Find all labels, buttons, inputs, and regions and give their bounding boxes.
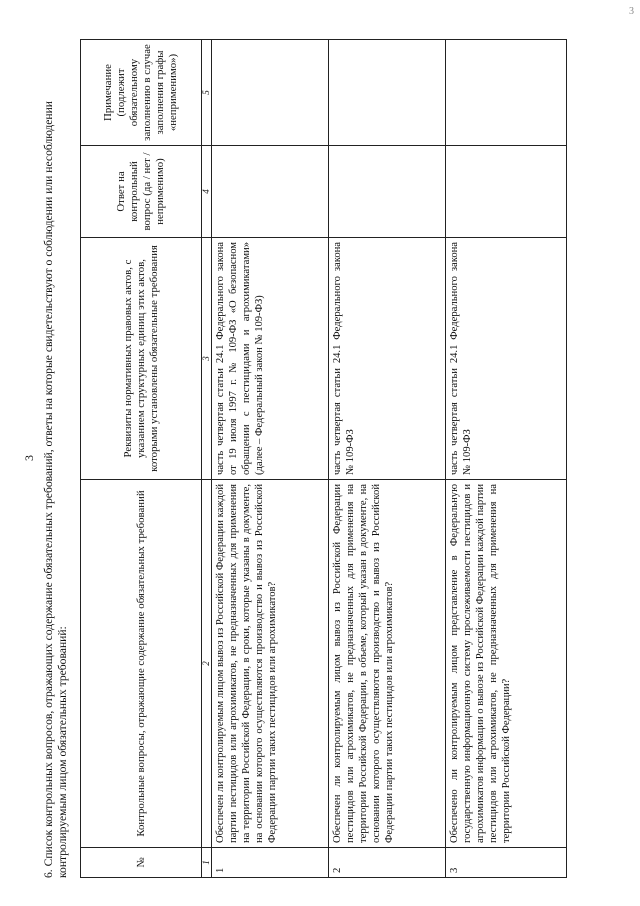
table-header-row <box>81 40 202 878</box>
table-row <box>329 40 446 878</box>
row-question: Обеспечено ли контролируемым лицом представление в Федеральную государственную информационную систему прослеживаемости пестицидов и агрохимикатов информации о вывозе из Российской Федерации каждой партии пестицидов или агрохимикатов, не предназначенных для применения на территории Российской Федерации? <box>446 480 567 848</box>
corner-mark: 3 <box>629 6 634 17</box>
column-number-row <box>202 40 212 878</box>
table-row <box>212 40 329 878</box>
section-intro: 6. Список контрольных вопросов, отражающих содержание обязательных требований, ответы на которые свидетельствуют о соблюдении или несоблюдении контролируемым лицом обязательных требований: <box>42 101 69 878</box>
row-answer-cell[interactable] <box>329 146 446 238</box>
row-note-cell[interactable] <box>329 40 446 146</box>
row-number: 1 <box>212 848 329 878</box>
row-requisites: часть четвертая статьи 24.1 Федерального закона № 109-ФЗ <box>446 238 567 480</box>
page-number: 3 <box>22 455 36 461</box>
row-answer-cell[interactable] <box>446 146 567 238</box>
column-number: 1 <box>202 848 212 878</box>
header-number: № <box>81 848 202 878</box>
header-answer: Ответ на контрольный вопрос (да / нет / неприменимо) <box>81 146 202 238</box>
header-note: Примечание (подлежит обязательному заполнению в случае заполнения графы «неприменимо») <box>81 40 202 146</box>
table-row <box>446 40 567 878</box>
document-page <box>20 38 620 878</box>
column-number: 3 <box>202 238 212 480</box>
row-number: 2 <box>329 848 446 878</box>
row-note-cell[interactable] <box>446 40 567 146</box>
row-question: Обеспечен ли контролируемым лицом вывоз из Российской Федерации пестицидов или агрохимикатов, не предназначенных для применения на территории Российской Федерации, в объеме, который указан в документе, на основании которого осуществляются производство и вывоз из Российской Федерации партии таких пестицидов или агрохимикатов? <box>329 480 446 848</box>
header-question: Контрольные вопросы, отражающие содержание обязательных требований <box>81 480 202 848</box>
row-requisites: часть четвертая статьи 24.1 Федерального закона от 19 июля 1997 г. № 109-ФЗ «О безопасном обращении с пестицидами и агрохимикатами» (далее – Федеральный закон № 109-ФЗ) <box>212 238 329 480</box>
row-question: Обеспечен ли контролируемым лицом вывоз из Российской Федерации каждой партии пестицидов или агрохимикатов, не предназначенных для применения на территории Российской Федерации, в сроки, которые указаны в документе, на основании которого осуществляются производство и вывоз из Российской Федерации партии таких пестицидов или агрохимикатов? <box>212 480 329 848</box>
column-number: 4 <box>202 146 212 238</box>
row-answer-cell[interactable] <box>212 146 329 238</box>
header-requisites: Реквизиты нормативных правовых актов, с указанием структурных единиц этих актов, которыми установлены обязательные требования <box>81 238 202 480</box>
checklist-table <box>80 39 567 878</box>
column-number: 5 <box>202 40 212 146</box>
row-requisites: часть четвертая статьи 24.1 Федерального закона № 109-ФЗ <box>329 238 446 480</box>
column-number: 2 <box>202 480 212 848</box>
row-note-cell[interactable] <box>212 40 329 146</box>
row-number: 3 <box>446 848 567 878</box>
